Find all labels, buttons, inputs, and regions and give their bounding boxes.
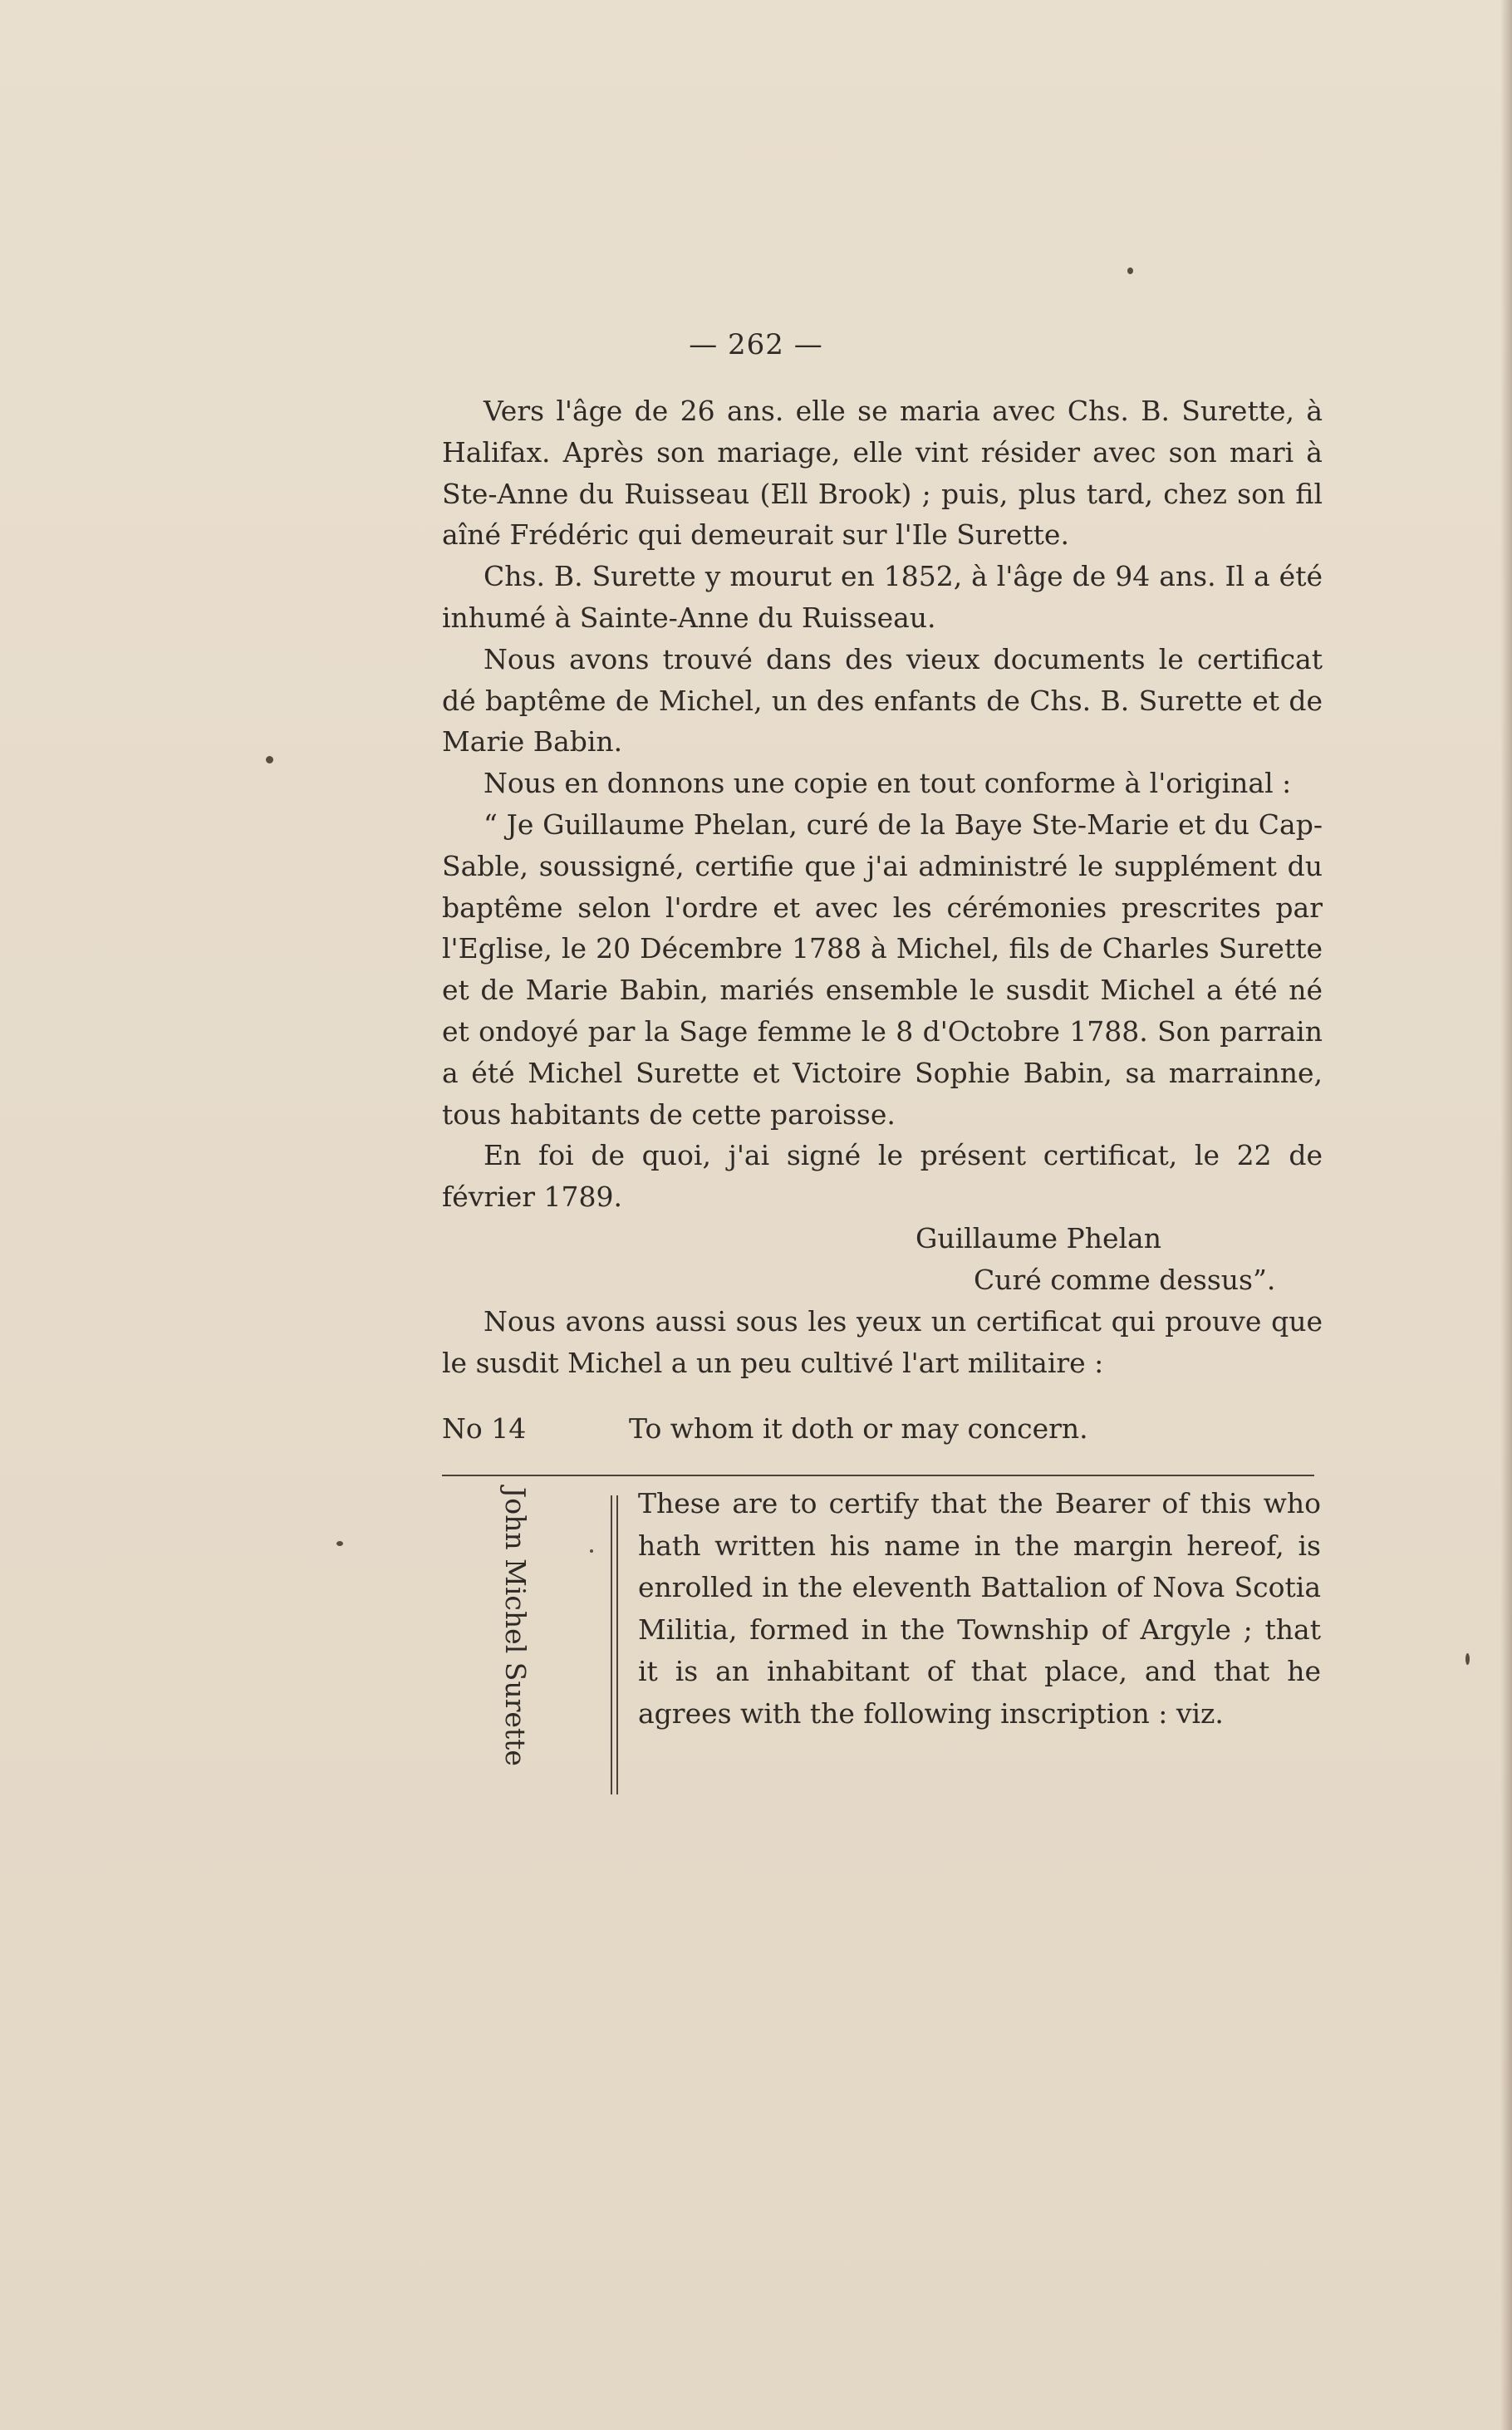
- certificate-number: No 14: [442, 1412, 527, 1445]
- paragraph: Vers l'âge de 26 ans. elle se maria avec Chs. B. Surette, à Halifax. Après son mariage, elle vint résider avec son mari à Ste-Anne du Ruisseau (Ell Brook) ; puis, plus tard, chez son fil aîné Frédéric qui demeurait sur l'Ile Surette.: [442, 395, 1323, 552]
- certificate-title: To whom it doth or may concern.: [629, 1412, 1088, 1445]
- signature-title: Curé comme dessus”.: [974, 1263, 1276, 1296]
- paragraph: Nous en donnons une copie en tout conforme à l'original :: [484, 767, 1292, 800]
- paragraph: Chs. B. Surette y mourut en 1852, à l'âge de 94 ans. Il a été inhumé à Sainte-Anne du Ruisseau.: [442, 560, 1323, 634]
- paragraph: En foi de quoi, j'ai signé le présent certificat, le 22 de février 1789.: [442, 1139, 1323, 1214]
- vertical-rule: [616, 1495, 618, 1794]
- certificate-heading: [442, 1412, 1323, 1454]
- paragraph: Nous avons aussi sous les yeux un certificat qui prouve que le susdit Michel a un peu cultivé l'art militaire :: [442, 1304, 1323, 1379]
- paragraph: Nous avons trouvé dans des vieux documents le certificat dé baptême de Michel, un des enfants de Chs. B. Surette et de Marie Babin.: [442, 642, 1323, 758]
- body-text: [442, 390, 1323, 1384]
- paper-speck: [1127, 268, 1133, 274]
- paper-speck: [1465, 1653, 1470, 1665]
- paper-speck: [590, 1549, 593, 1553]
- page-number: — 262 —: [689, 328, 823, 361]
- signature-name: Guillaume Phelan: [916, 1221, 1161, 1254]
- quoted-certificate: “ Je Guillaume Phelan, curé de la Baye Ste-Marie et du Cap-Sable, soussigné, certifie que j'ai administré le supplément du baptême selon l'ordre et avec les cérémonies prescrites par l'Eglise, le 20 Décembre 1788 à Michel, fils de Charles Surette et de Marie Babin, mariés ensemble le susdit Michel a été né et ondoyé par la Sage femme le 8 d'Octobre 1788. Son parrain a été Michel Surette et Victoire Sophie Babin, sa marrainne, tous habitants de cette paroisse.: [442, 808, 1323, 1131]
- paper-speck: [266, 756, 273, 763]
- certificate-text: [638, 1483, 1321, 1735]
- horizontal-rule: [442, 1475, 1314, 1476]
- certificate-body: These are to certify that the Bearer of this who hath written his name in the margin hereof, is enrolled in the eleventh Battalion of Nova Scotia Militia, formed in the Township of Argyle ; that it is an inhabitant of that place, and that he agrees with the following inscription : viz.: [638, 1487, 1321, 1730]
- vertical-rule: [611, 1495, 612, 1794]
- margin-name-text: John Michel Surette: [499, 1487, 532, 1766]
- paper-speck: [336, 1541, 343, 1546]
- margin-name: [482, 1487, 548, 1803]
- signature-block: [442, 1218, 1323, 1301]
